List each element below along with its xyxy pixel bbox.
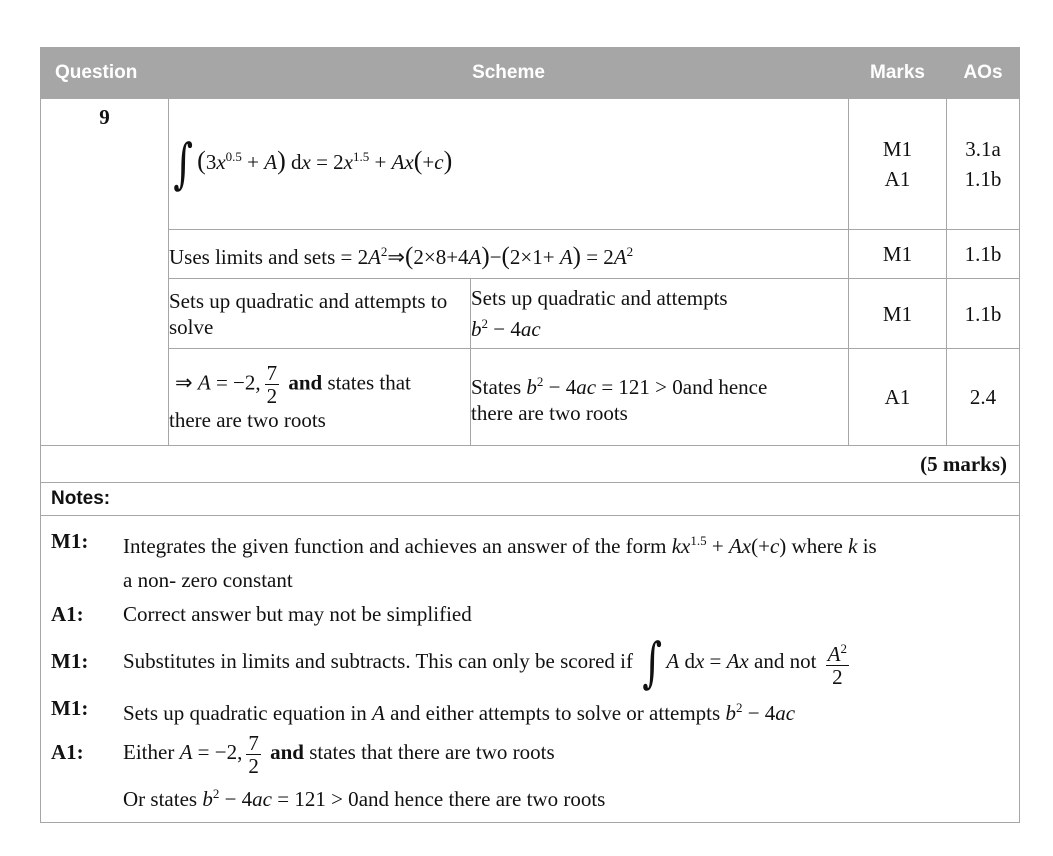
row3-mark: M1 xyxy=(849,279,947,349)
scheme-row-roots xyxy=(41,349,1020,446)
note-text2: and either attempts to solve or attempts xyxy=(390,701,721,725)
roots-right-pre: States xyxy=(471,374,522,399)
scheme-row-quadratic xyxy=(41,279,1020,349)
note-m1-integrate: M1: Integrates the given function and achieves an answer of the form $kx^{1.5} + Ax(+c)$ where k is a non- zero constant xyxy=(51,524,1009,597)
mark-m1: M1 xyxy=(882,137,913,161)
note-or: Or states xyxy=(123,786,198,811)
note-a1-correct xyxy=(51,597,1009,631)
quadratic-right-text: Sets up quadratic and attempts xyxy=(471,286,728,310)
note-m1-quadratic: M1: Sets up quadratic equation in A and either attempts to solve or attempts $b^2 - 4ac$ xyxy=(51,691,1009,730)
question-number: 9 xyxy=(41,99,169,446)
note-rest: states that there are two roots xyxy=(309,740,555,764)
row4-ao: 2.4 xyxy=(947,349,1020,446)
limits-text: Uses limits and sets = xyxy=(169,244,353,269)
header-marks: Marks xyxy=(849,48,947,99)
mark-scheme-table xyxy=(40,47,1020,823)
note-a1-roots: A1: Either A = −2, $\frac{7}{2}$ and states that there are two roots xyxy=(51,730,555,778)
roots-right: States $b^2 - 4ac = 121 > 0and$ hence there are two roots xyxy=(471,349,849,446)
roots-left: ⇒ A = −2, $\frac{7}{2}$ and states that there are two roots xyxy=(169,349,471,446)
roots-states: states that xyxy=(327,369,411,394)
quadratic-left: Sets up quadratic and attempts to solve xyxy=(169,279,471,349)
roots-line2: there are two roots xyxy=(169,407,326,432)
notes-header-row xyxy=(41,483,1020,516)
note-is: is xyxy=(862,534,877,558)
note-text: Substitutes in limits and subtracts. This can only be scored if xyxy=(123,649,633,673)
total-row xyxy=(41,446,1020,483)
roots-right-post: and hence xyxy=(682,374,768,399)
note-code: A1: xyxy=(51,602,84,626)
row4-mark: A1 xyxy=(849,349,947,446)
roots-and: and xyxy=(288,369,323,394)
row2-ao: 1.1b xyxy=(947,230,1020,279)
note-code: M1: xyxy=(51,529,89,553)
header-scheme: Scheme xyxy=(169,48,849,99)
roots-right-line2: there are two roots xyxy=(471,400,628,425)
notes-label: Notes: xyxy=(41,483,1020,516)
scheme-row-integral xyxy=(41,99,1020,230)
note-m1-limits: M1: Substitutes in limits and subtracts. This can only be scored if ∫ A dx = Ax and not $\frac{A^2}{2}$ xyxy=(51,631,847,695)
header-aos: AOs xyxy=(947,48,1020,99)
row1-aos xyxy=(947,99,1020,230)
note-and: and xyxy=(270,740,304,764)
ao-3-1a: 3.1a xyxy=(965,137,1001,161)
header-question: Question xyxy=(41,48,169,99)
note-either: Either xyxy=(123,740,175,764)
note-and-not: and not xyxy=(754,649,817,673)
note-code: A1: xyxy=(51,740,84,764)
ao-1-1b: 1.1b xyxy=(964,167,1002,191)
note-text: Correct answer but may not be simplified xyxy=(123,602,472,626)
row1-marks xyxy=(849,99,947,230)
notes-body xyxy=(41,516,1020,823)
integral-expression: ∫ $(3x^{0.5} + A)$ dx = $2x^{1.5} + Ax(+c)$ xyxy=(169,99,849,230)
scheme-row-limits xyxy=(41,230,1020,279)
row2-mark: M1 xyxy=(849,230,947,279)
note-where: where xyxy=(791,534,843,558)
note-code: M1: xyxy=(51,649,89,673)
total-marks: (5 marks) xyxy=(41,446,1020,483)
quadratic-right: Sets up quadratic and attempts $b^2 - 4ac$ xyxy=(471,279,849,349)
note-text: Sets up quadratic equation in xyxy=(123,701,367,725)
note-code: M1: xyxy=(51,696,89,720)
notes-row xyxy=(41,516,1020,823)
mark-a1: A1 xyxy=(884,167,911,191)
note-line2: a non- zero constant xyxy=(123,568,293,592)
row3-ao: 1.1b xyxy=(947,279,1020,349)
header-row xyxy=(41,48,1020,99)
note-text: Integrates the given function and achieves an answer of the form xyxy=(123,534,667,558)
note-or-states: Or states $b^2 - 4ac = 121 > 0and$ hence there are two roots xyxy=(123,785,606,811)
note-rest: and hence there are two roots xyxy=(358,786,606,811)
limits-expression: Uses limits and sets = $2A^2\Rightarrow(2\times 8+4A)-(2\times 1+ A) = 2A^2$ xyxy=(169,230,849,279)
